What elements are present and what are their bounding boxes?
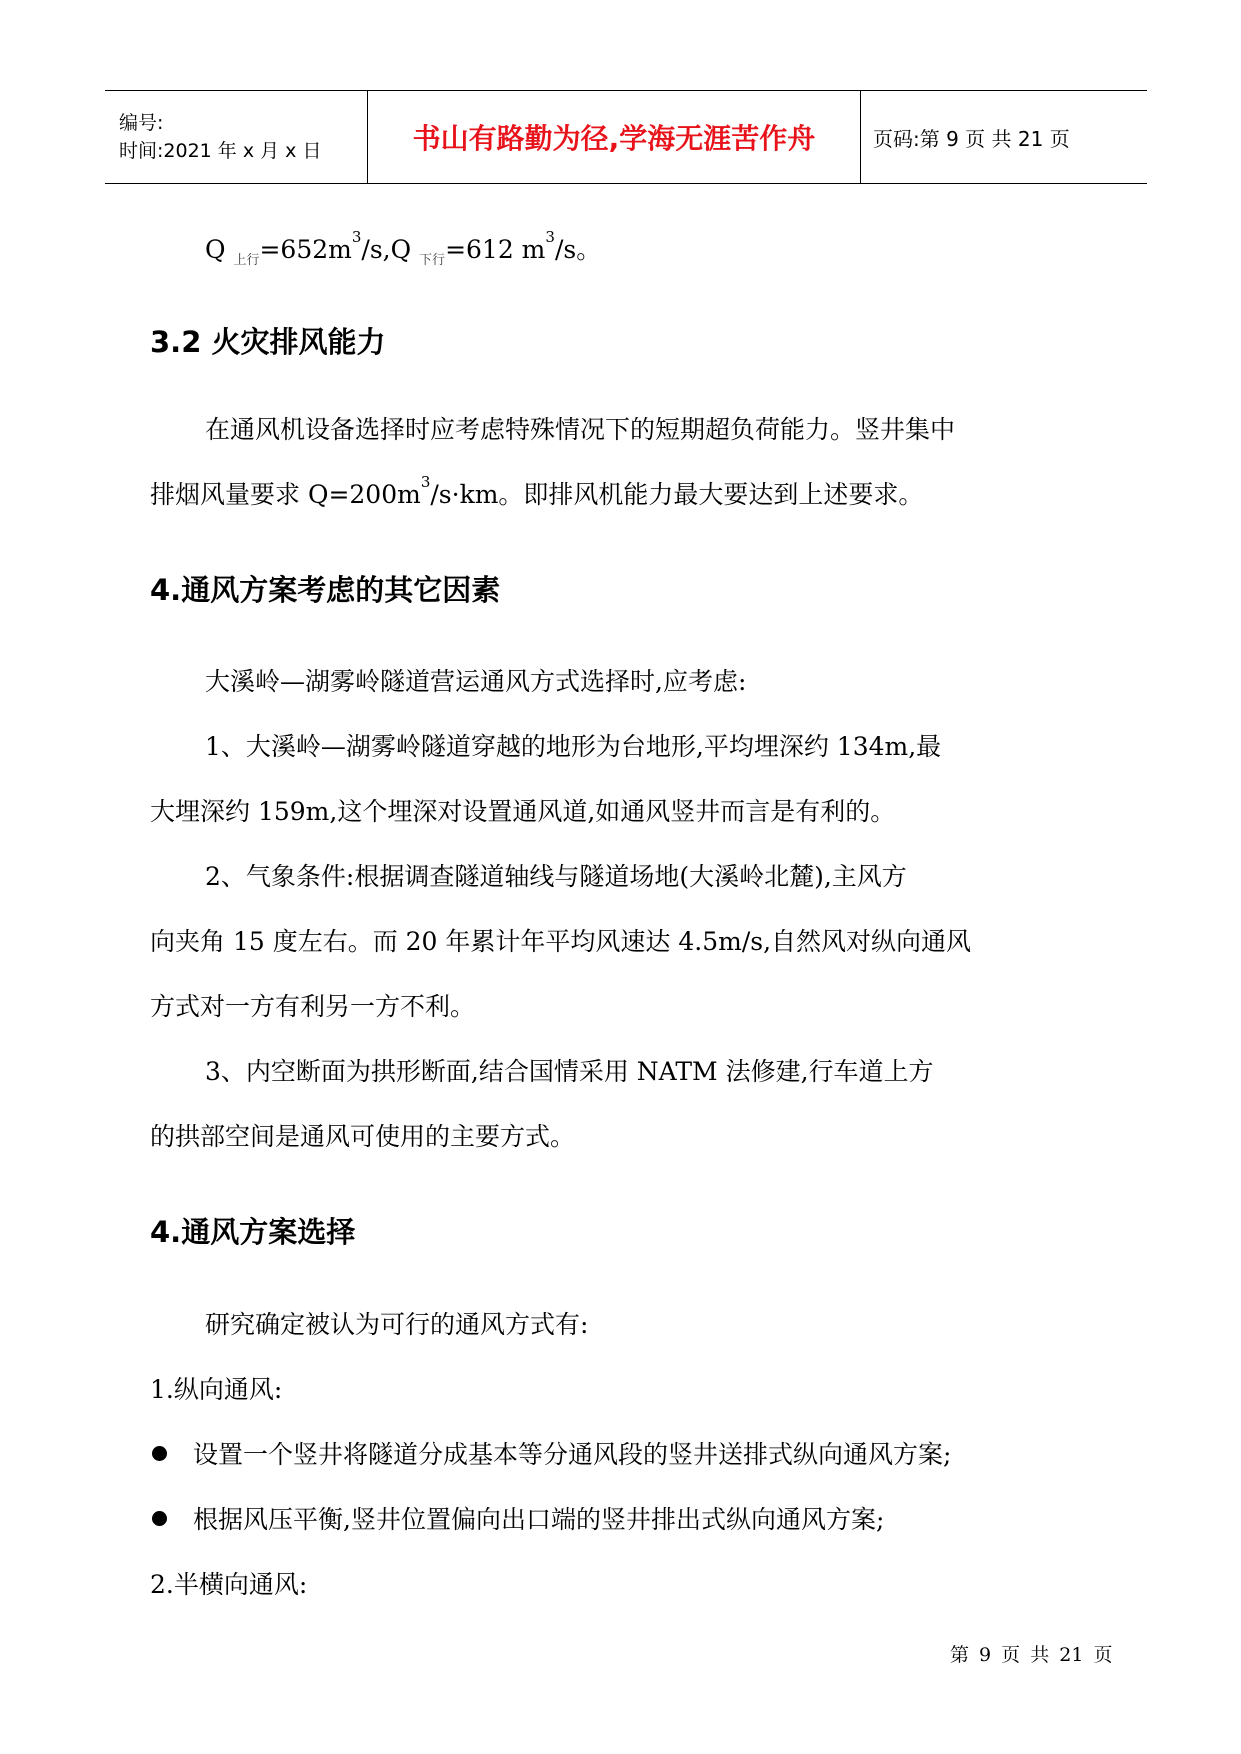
paragraph-line: 向夹角 15 度左右。而 20 年累计年平均风速达 4.5m/s,自然风对纵向通风: [150, 927, 972, 956]
header-page: [861, 91, 1147, 183]
paragraph-line: 方式对一方有利另一方不利。: [150, 992, 476, 1021]
paragraph-line: 1、大溪岭—湖雾岭隧道穿越的地形为台地形,平均埋深约 134m,最: [205, 732, 942, 761]
list-item: 根据风压平衡,竖井位置偏向出口端的竖井排出式纵向通风方案;: [193, 1505, 885, 1534]
q-values-line: [205, 230, 601, 266]
smoke-volume-tail: /s·km。即排风机能力最大要达到上述要求。: [430, 480, 924, 509]
motto-text: 书山有路勤为径,学海无涯苦作舟: [412, 122, 816, 155]
q-down-subscript: 下行: [419, 253, 446, 268]
superscript-3: 3: [545, 228, 555, 246]
number-label: 编号:: [119, 112, 164, 134]
paragraph-line: 在通风机设备选择时应考虑特殊情况下的短期超负荷能力。竖井集中: [205, 415, 956, 444]
q-up-symbol: Q: [205, 235, 234, 264]
bullet-icon: [152, 1511, 167, 1526]
q-up-value: =652m: [259, 235, 352, 264]
q-down-value: =612 m: [445, 235, 546, 264]
paragraph-line: 2、气象条件:根据调查隧道轴线与隧道场地(大溪岭北麓),主风方: [205, 862, 907, 891]
bullet-icon: [152, 1446, 167, 1461]
list-item: 1.纵向通风:: [150, 1375, 283, 1404]
paragraph-line: 3、内空断面为拱形断面,结合国情采用 NATM 法修建,行车道上方: [205, 1057, 934, 1086]
smoke-volume-text: 排烟风量要求 Q=200m: [150, 480, 421, 509]
section-3-2-heading: 3.2 火灾排风能力: [150, 325, 386, 359]
q-down-unit: /s。: [554, 235, 602, 264]
page-label: 页码:第 9 页 共 21 页: [873, 126, 1070, 151]
paragraph-line: 的拱部空间是通风可使用的主要方式。: [150, 1122, 576, 1151]
paragraph-line: 研究确定被认为可行的通风方式有:: [205, 1310, 589, 1339]
section-4-selection-heading: 4.通风方案选择: [150, 1215, 356, 1249]
time-label: 时间:2021 年 x 月 x 日: [119, 140, 322, 162]
page-footer: 第 9 页 共 21 页: [950, 1644, 1113, 1666]
paragraph-line: 大埋深约 159m,这个埋深对设置通风道,如通风竖井而言是有利的。: [150, 797, 896, 826]
q-up-unit: /s,: [361, 235, 391, 264]
page-header: [105, 90, 1147, 184]
superscript-3: 3: [351, 228, 362, 246]
paragraph-line: [150, 475, 923, 511]
section-4-heading: 4.通风方案考虑的其它因素: [150, 573, 501, 607]
q-down-symbol: Q: [390, 235, 420, 264]
list-item: 设置一个竖井将隧道分成基本等分通风段的竖井送排式纵向通风方案;: [193, 1440, 952, 1469]
paragraph-line: 大溪岭—湖雾岭隧道营运通风方式选择时,应考虑:: [205, 667, 747, 696]
q-up-subscript: 上行: [233, 253, 260, 268]
header-motto: [368, 91, 861, 183]
header-info: [105, 91, 368, 183]
list-item: 2.半横向通风:: [150, 1570, 308, 1599]
superscript-3: 3: [420, 473, 431, 491]
